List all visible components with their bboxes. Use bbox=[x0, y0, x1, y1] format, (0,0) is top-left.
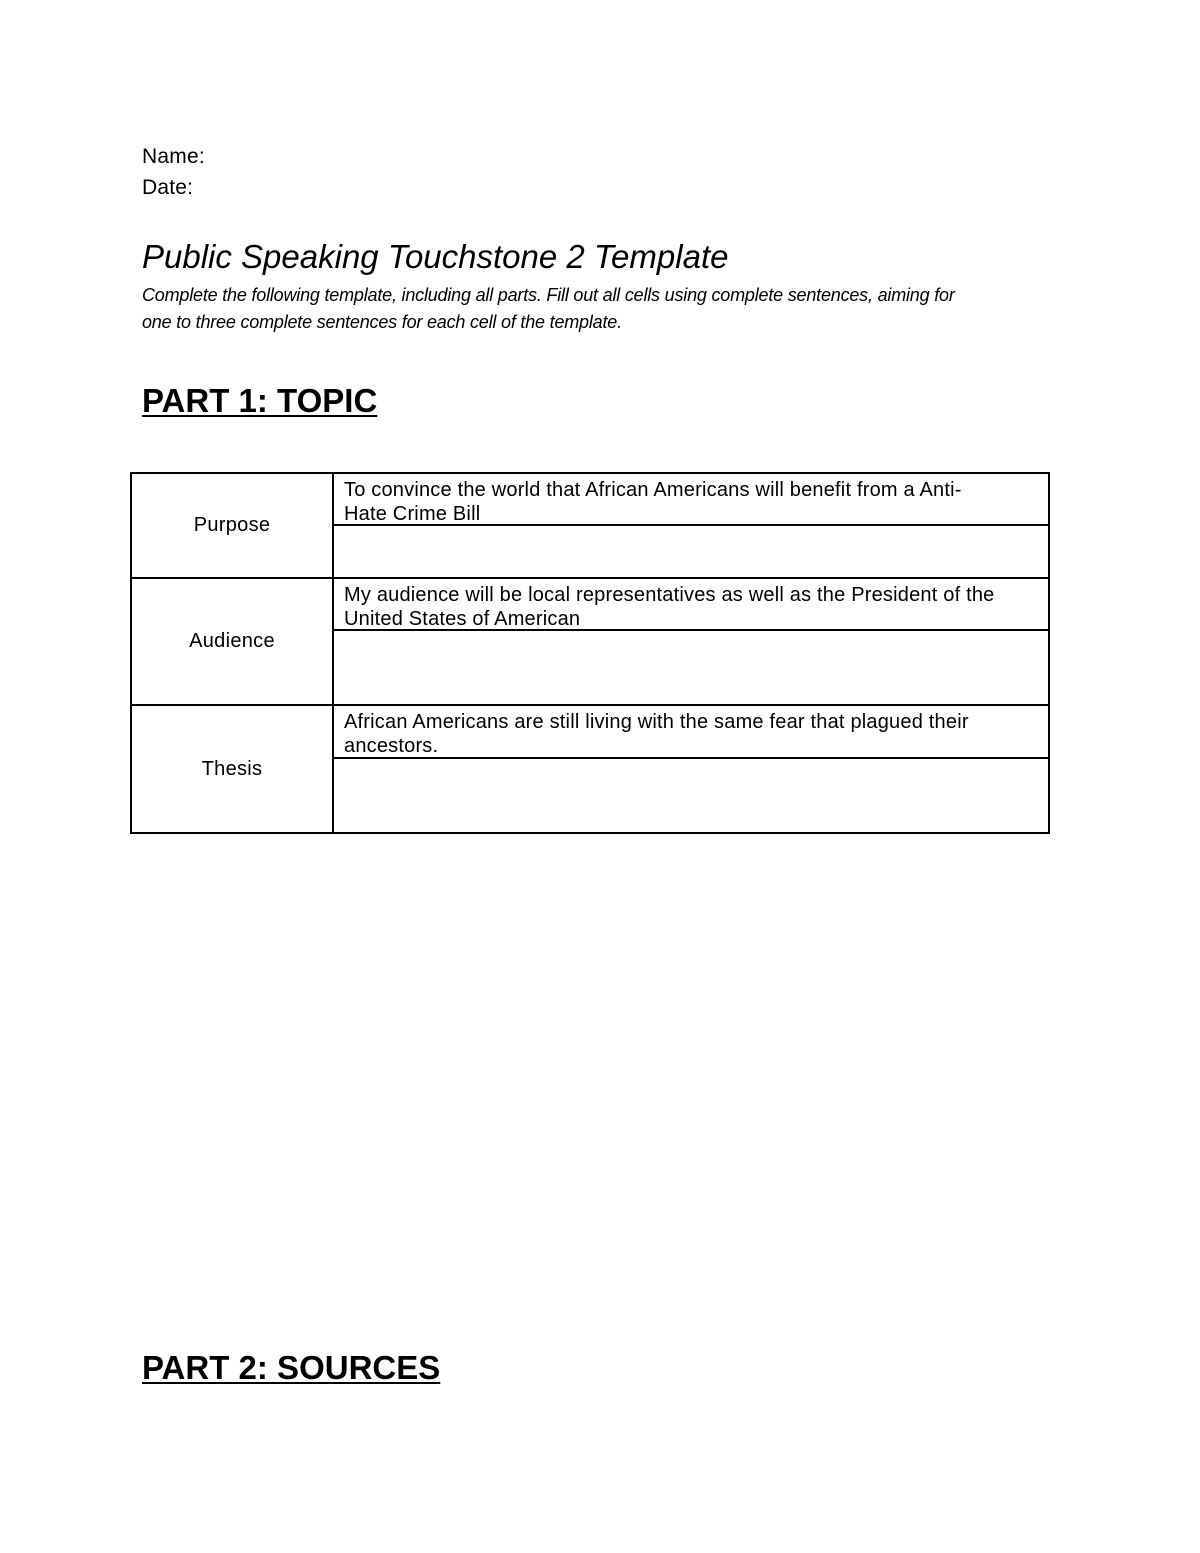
answer-cell-purpose[interactable] bbox=[334, 474, 1048, 526]
answer-text: United States of American bbox=[344, 608, 581, 630]
answer-text: My audience will be local representatives as well as the President of the bbox=[344, 584, 995, 606]
table-row-thesis bbox=[132, 706, 1048, 832]
answer-cell-audience[interactable] bbox=[334, 579, 1048, 631]
instructions bbox=[142, 282, 1082, 336]
answer-text: To convince the world that African Americans will benefit from a Anti- bbox=[344, 479, 962, 501]
date-label: Date: bbox=[142, 176, 194, 199]
answer-text: African Americans are still living with the same fear that plagued their bbox=[344, 711, 969, 733]
part2-heading: PART 2: SOURCES bbox=[142, 1349, 441, 1386]
topic-table bbox=[130, 472, 1050, 834]
part1-heading: PART 1: TOPIC bbox=[142, 382, 378, 419]
answer-text: ancestors. bbox=[344, 735, 439, 757]
row-label-purpose: Purpose bbox=[132, 474, 334, 577]
instructions-line: one to three complete sentences for each cell of the template. bbox=[142, 312, 622, 332]
answer-text: Hate Crime Bill bbox=[344, 503, 481, 525]
empty-cell-thesis[interactable] bbox=[334, 759, 1048, 832]
name-label: Name: bbox=[142, 145, 205, 168]
row-label-thesis: Thesis bbox=[132, 706, 334, 832]
instructions-line: Complete the following template, including all parts. Fill out all cells using complete sentences, aiming for bbox=[142, 285, 955, 305]
table-row-purpose bbox=[132, 474, 1048, 579]
row-label-audience: Audience bbox=[132, 579, 334, 704]
empty-cell-purpose[interactable] bbox=[334, 526, 1048, 577]
document-title: Public Speaking Touchstone 2 Template bbox=[142, 238, 729, 275]
empty-cell-audience[interactable] bbox=[334, 631, 1048, 704]
table-row-audience bbox=[132, 579, 1048, 706]
answer-cell-thesis[interactable] bbox=[334, 706, 1048, 759]
